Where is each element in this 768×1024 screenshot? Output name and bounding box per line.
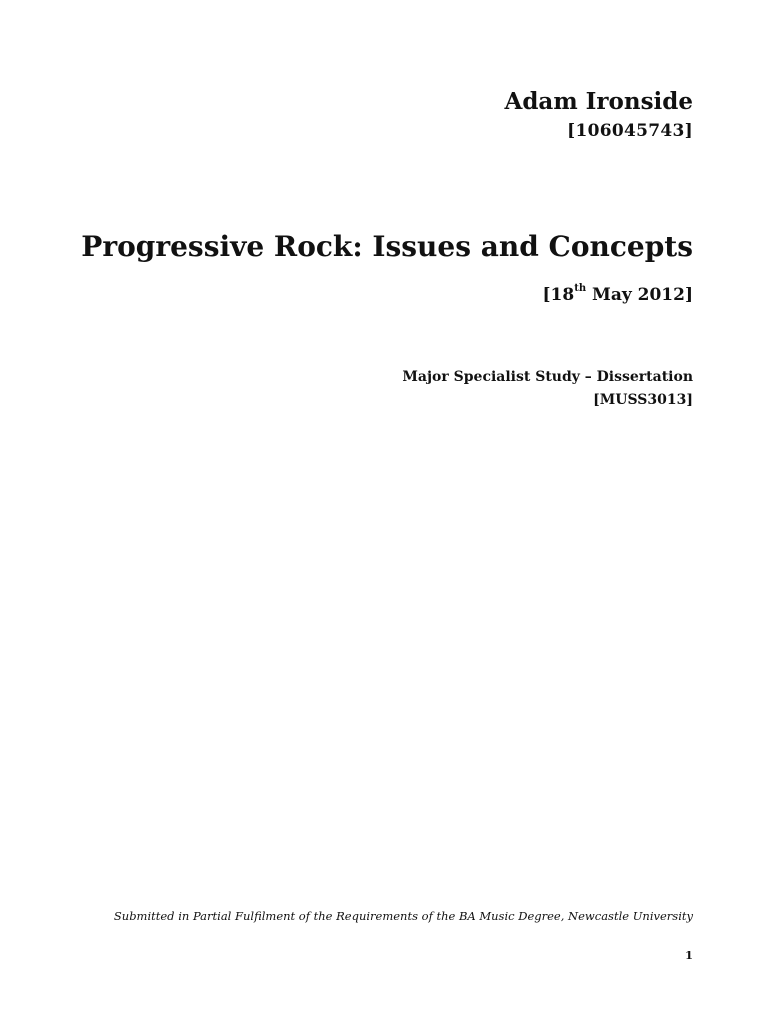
date-day: [18 — [542, 285, 575, 305]
document-title: Progressive Rock: Issues and Concepts — [81, 230, 693, 263]
page-number: 1 — [684, 948, 693, 962]
date-rest: May 2012] — [586, 285, 693, 305]
date-day-suffix: th — [574, 283, 587, 294]
submission-note: Submitted in Partial Fulfilment of the Requirements of the BA Music Degree, Newcastle University — [113, 909, 693, 923]
submission-date — [543, 285, 694, 305]
student-id: [106045743] — [567, 121, 693, 141]
author-name: Adam Ironside — [504, 88, 693, 115]
module-name: Major Specialist Study – Dissertation — [402, 369, 693, 385]
module-code: [MUSS3013] — [593, 392, 693, 408]
